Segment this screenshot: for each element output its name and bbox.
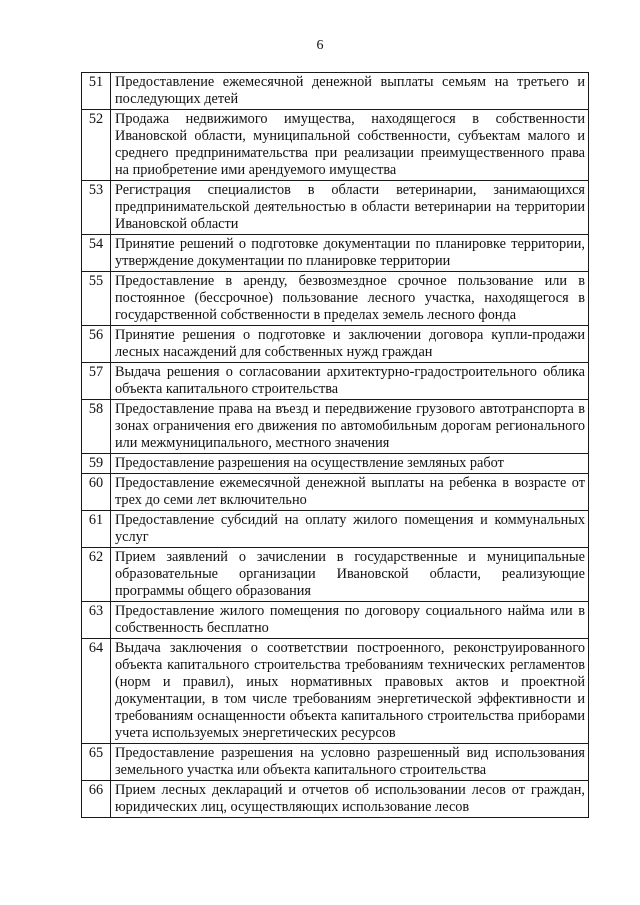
row-number: 57 (82, 363, 111, 400)
service-name: Предоставление в аренду, безвозмездное срочное пользование или в постоянное (бессрочное) пользование лесного участка, находящегося в государственной собственности в пределах земель лесного фонда (111, 272, 589, 326)
service-name: Предоставление жилого помещения по договору социального найма или в собственность бесплатно (111, 602, 589, 639)
row-number: 56 (82, 326, 111, 363)
table-row (82, 73, 589, 110)
service-name: Предоставление права на въезд и передвижение грузового автотранспорта в зонах ограничения его движения по автомобильным дорогам регионального или межмуниципального, местного значения (111, 400, 589, 454)
service-name: Предоставление ежемесячной денежной выплаты семьям на третьего и последующих детей (111, 73, 589, 110)
table-row (82, 639, 589, 744)
services-table (81, 72, 589, 818)
service-name: Прием заявлений о зачислении в государственные и муниципальные образовательные организации Ивановской области, реализующие программы общего образования (111, 548, 589, 602)
row-number: 59 (82, 454, 111, 474)
row-number: 66 (82, 781, 111, 818)
service-name: Предоставление разрешения на условно разрешенный вид использования земельного участка или объекта капитального строительства (111, 744, 589, 781)
page-number: 6 (316, 38, 324, 53)
row-number: 64 (82, 639, 111, 744)
row-number: 54 (82, 235, 111, 272)
row-number: 51 (82, 73, 111, 110)
row-number: 62 (82, 548, 111, 602)
service-name: Предоставление ежемесячной денежной выплаты на ребенка в возрасте от трех до семи лет включительно (111, 474, 589, 511)
service-name: Принятие решения о подготовке и заключении договора купли-продажи лесных насаждений для собственных нужд граждан (111, 326, 589, 363)
table-row (82, 454, 589, 474)
row-number: 65 (82, 744, 111, 781)
row-number: 63 (82, 602, 111, 639)
row-number: 53 (82, 181, 111, 235)
table-row (82, 363, 589, 400)
service-name: Выдача заключения о соответствии построенного, реконструированного объекта капитального строительства требованиям технических регламентов (норм и правил), иных нормативных правовых актов и проектной документации, в том числе требованиям энергетической эффективности и требованиям оснащенности объекта капитального строительства приборами учета используемых энергетических ресурсов (111, 639, 589, 744)
row-number: 55 (82, 272, 111, 326)
row-number: 52 (82, 110, 111, 181)
table-row (82, 235, 589, 272)
table-row (82, 474, 589, 511)
table-row (82, 602, 589, 639)
table-row (82, 326, 589, 363)
table-row (82, 548, 589, 602)
table-row (82, 744, 589, 781)
service-name: Прием лесных деклараций и отчетов об использовании лесов от граждан, юридических лиц, осуществляющих использование лесов (111, 781, 589, 818)
service-name: Предоставление разрешения на осуществление земляных работ (111, 454, 589, 474)
table-row (82, 110, 589, 181)
row-number: 60 (82, 474, 111, 511)
services-table-body (82, 73, 589, 818)
table-row (82, 181, 589, 235)
service-name: Принятие решений о подготовке документации по планировке территории, утверждение документации по планировке территории (111, 235, 589, 272)
row-number: 58 (82, 400, 111, 454)
table-row (82, 511, 589, 548)
table-row (82, 272, 589, 326)
service-name: Выдача решения о согласовании архитектурно-градостроительного облика объекта капитального строительства (111, 363, 589, 400)
table-row (82, 400, 589, 454)
row-number: 61 (82, 511, 111, 548)
service-name: Предоставление субсидий на оплату жилого помещения и коммунальных услуг (111, 511, 589, 548)
table-row (82, 781, 589, 818)
service-name: Продажа недвижимого имущества, находящегося в собственности Ивановской области, муниципальной собственности, субъектам малого и среднего предпринимательства при реализации преимущественного права на приобретение ими арендуемого имущества (111, 110, 589, 181)
service-name: Регистрация специалистов в области ветеринарии, занимающихся предпринимательской деятельностью в области ветеринарии на территории Ивановской области (111, 181, 589, 235)
